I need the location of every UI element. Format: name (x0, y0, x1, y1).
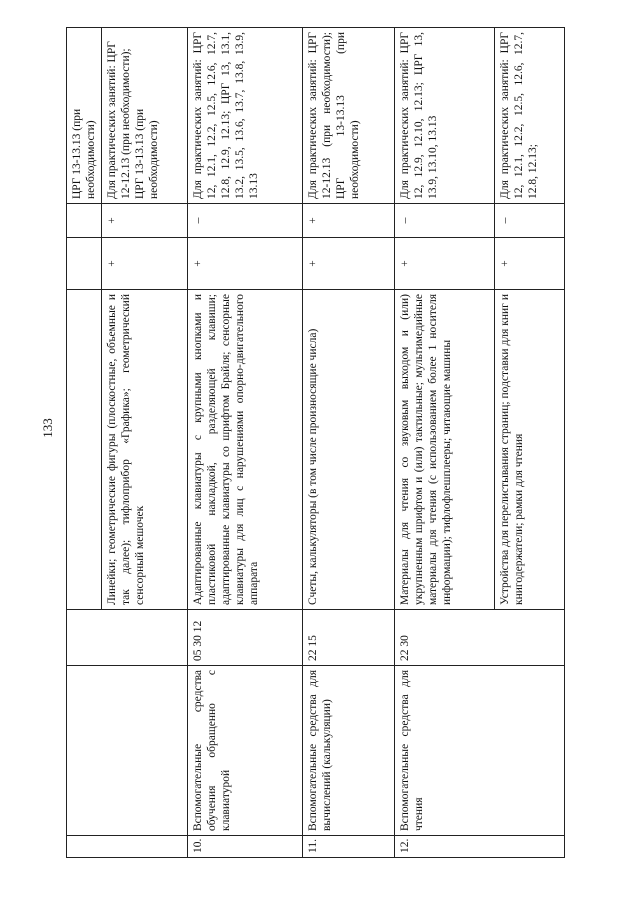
row-code: 22 15 (303, 610, 395, 666)
row-number: 11. (303, 836, 395, 858)
row-description: Линейки; геометрические фигуры (плоскостные, объемные и так далее); тифлоприбор «Графика»; геометрический сенсорный мешочек (102, 290, 188, 610)
row-note: ЦРГ 13-13.13 (при необходимости) (67, 28, 102, 204)
row-number (67, 836, 188, 858)
row-mark-1: + (188, 238, 303, 290)
row-description (67, 290, 102, 610)
row-name: Вспомогательные средства для вычислений (калькуляции) (303, 666, 395, 836)
row-code: 05 30 12 (188, 610, 303, 666)
table-row (67, 28, 102, 858)
row-mark-1: + (102, 238, 188, 290)
row-note: Для практических занятий: ЦРГ 12-12.13 (при необходимости); ЦРГ 13-13.13 (при необходимости) (102, 28, 188, 204)
row-description: Материалы для чтения со звуковым выходом и (или) укрупненным шрифтом и (или) тактильные; мультимедийные материалы для чтения (с использованием более 1 носителя информации); тифлофлешплееры; читающие машины (395, 290, 495, 610)
row-mark-2 (67, 204, 102, 238)
row-mark-2: – (188, 204, 303, 238)
row-code: 22 30 (395, 610, 565, 666)
row-name (67, 666, 188, 836)
row-mark-1: + (395, 238, 495, 290)
row-note: Для практических занятий: ЦРГ 12-12.13 (при необходимости); ЦРГ 13-13.13 (при необходимости) (303, 28, 395, 204)
row-description: Устройства для перелистывания страниц; подставки для книг и книгодержатели; рамки для чтения (495, 290, 565, 610)
row-description: Счеты, калькуляторы (в том числе произносящие числа) (303, 290, 395, 610)
row-mark-1 (67, 238, 102, 290)
row-note: Для практических занятий: ЦРГ 12, 12.1, 12.2, 12.5, 12.6, 12.7, 12.8, 12.9, 12.13; ЦРГ 13, 13.1, 13.2, 13.5, 13.6, 13.7, 13.8, 13.9, 13.13 (188, 28, 303, 204)
row-name: Вспомогательные средства для чтения (395, 666, 565, 836)
row-number: 12. (395, 836, 565, 858)
row-mark-2: – (495, 204, 565, 238)
row-mark-1: + (303, 238, 395, 290)
table-row (303, 28, 395, 858)
row-description: Адаптированные клавиатуры с крупными кнопками и пластиковой накладкой, разделяющей клавиши; адаптированные клавиатуры со шрифтом Брайля; сенсорные клавиатуры для лиц с нарушениями опорно-двигательного аппарата (188, 290, 303, 610)
row-mark-2: + (102, 204, 188, 238)
row-mark-2: + (303, 204, 395, 238)
row-mark-1: + (495, 238, 565, 290)
row-number: 10. (188, 836, 303, 858)
rotated-page (66, 28, 611, 858)
row-mark-2: – (395, 204, 495, 238)
row-note: Для практических занятий: ЦРГ 12, 12.1, 12.2, 12.5, 12.6, 12.7, 12.8, 12.13; (495, 28, 565, 204)
equipment-table (66, 27, 565, 858)
row-name: Вспомогательные средства обучения обращенно с клавиатурой (188, 666, 303, 836)
row-note: Для практических занятий: ЦРГ 12, 12.9, 12.10, 12.13; ЦРГ 13, 13.9, 13.10, 13.13 (395, 28, 495, 204)
page-number: 133 (39, 418, 55, 438)
row-code (67, 610, 188, 666)
table-row (188, 28, 303, 858)
table-row (395, 28, 495, 858)
